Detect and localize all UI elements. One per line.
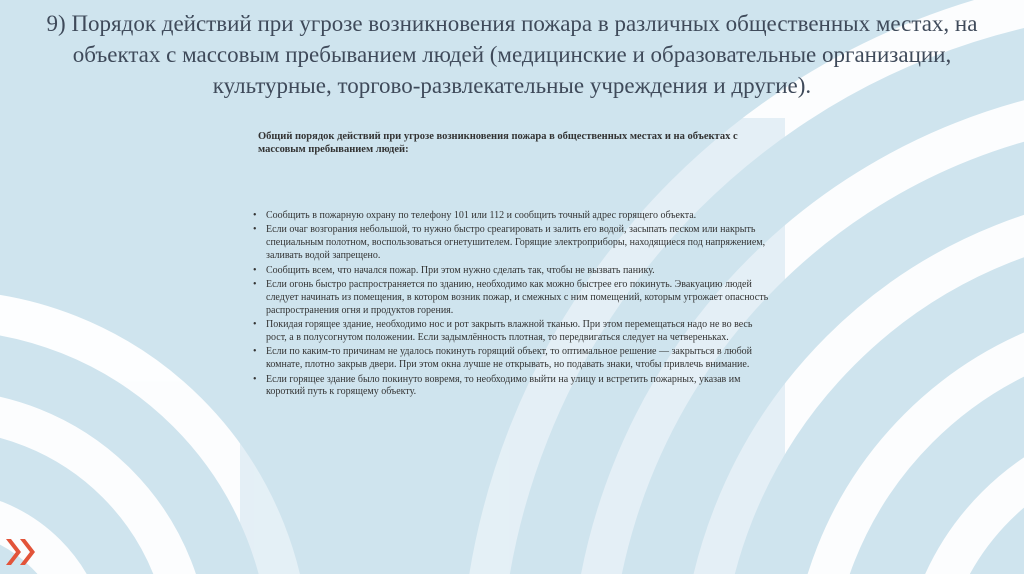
list-item-text: Если горящее здание было покинуто вовремя, то необходимо выйти на улицу и встретить пожарных, указав им короткий путь к горящему объекту. <box>266 373 741 398</box>
list-item <box>252 210 772 223</box>
list-item <box>252 279 772 317</box>
action-list <box>252 210 772 401</box>
section-heading: Общий порядок действий при угрозе возникновения пожара в общественных местах и на объектах с массовым пребыванием людей: <box>258 131 738 155</box>
bullet-icon: • <box>253 373 257 385</box>
bullet-icon: • <box>253 224 257 236</box>
bullet-icon: • <box>253 346 257 358</box>
slide-title: 9) Порядок действий при угрозе возникновения пожара в различных общественных местах, на объектах с массовым пребыванием людей (медицинские и образовательные организации, культурные, торгово-развлекательные учреждения и другие). <box>46 11 978 98</box>
list-item-text: Сообщить всем, что начался пожар. При этом нужно сделать так, чтобы не вызвать панику. <box>266 264 655 276</box>
bullet-icon: • <box>253 279 257 291</box>
list-item <box>252 374 772 400</box>
bullet-icon: • <box>253 319 257 331</box>
bullet-icon: • <box>253 264 257 276</box>
list-item-text: Сообщить в пожарную охрану по телефону 101 или 112 и сообщить точный адрес горящего объекта. <box>266 210 697 221</box>
content-block <box>252 130 772 398</box>
list-item <box>252 265 772 278</box>
list-item-text: Если огонь быстро распространяется по зданию, необходимо как можно быстрее его покинуть. Эвакуацию людей следует начинать из помещения, в котором возник пожар, и смежных с ним помещений, которым угрожает опасность распространения огня и продуктов горения. <box>266 279 769 316</box>
list-item <box>252 346 772 372</box>
list-item <box>252 319 772 345</box>
list-item-text: Покидая горящее здание, необходимо нос и рот закрыть влажной тканью. При этом перемещаться надо не во весь рост, а в полусогнутом положении. Если задымлённость плотная, то передвигаться следует на четвереньках. <box>266 319 753 343</box>
double-chevron-right-icon <box>4 539 40 565</box>
bullet-icon: • <box>253 210 257 221</box>
list-item-text: Если по каким-то причинам не удалось покинуть горящий объект, то оптимальное решение — закрыться в любой комнате, плотно закрыв двери. При этом окна лучше не открывать, но подавать знаки, чтобы привлечь внимание. <box>266 346 753 371</box>
list-item <box>252 224 772 262</box>
list-item-text: Если очаг возгорания небольшой, то нужно быстро среагировать и залить его водой, засыпать песком или накрыть специальным полотном, воспользоваться огнетушителем. Горящие электроприборы, находящиеся под напряжением, заливать водой запрещено. <box>266 224 766 262</box>
